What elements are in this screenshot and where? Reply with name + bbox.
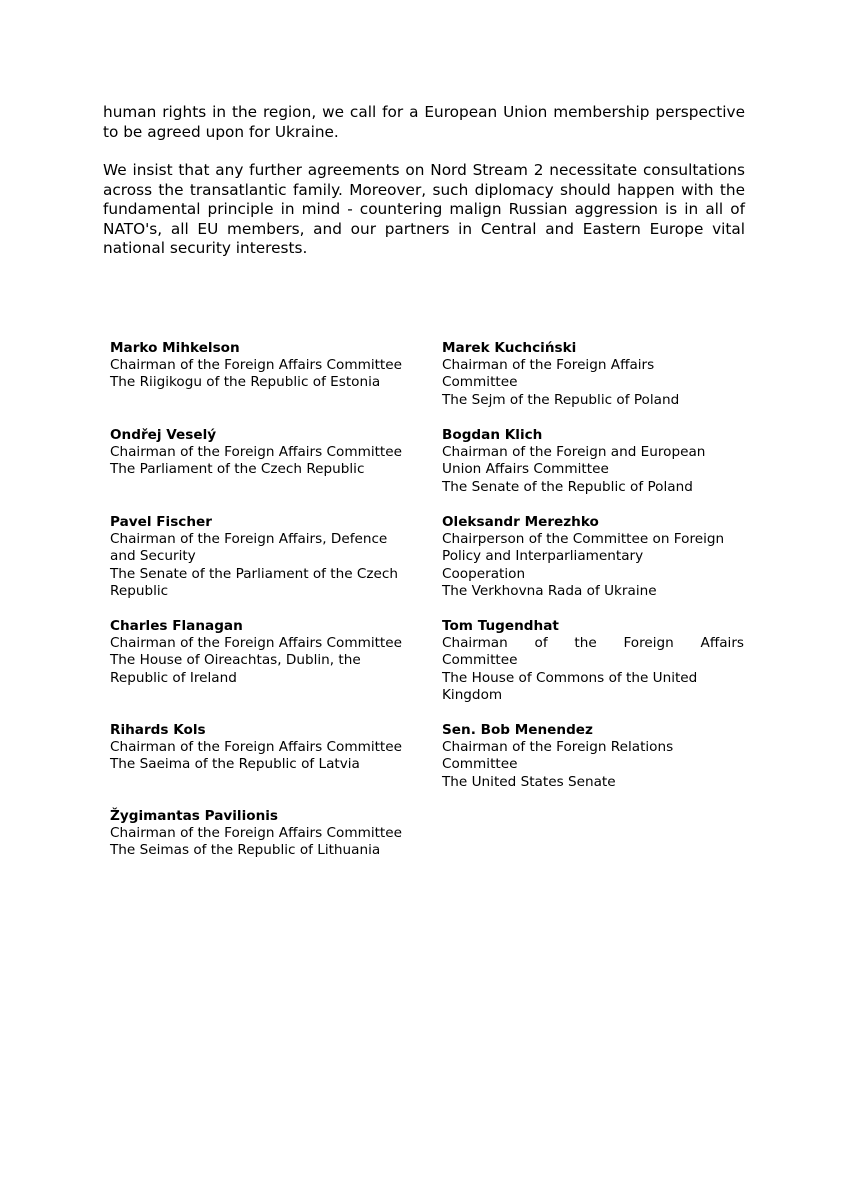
signatory-title: Chairman of the Foreign Affairs Committee xyxy=(110,635,402,652)
signatory-title: and Security xyxy=(110,548,196,565)
signatory-name: Pavel Fischer xyxy=(110,514,212,530)
signatory-title: Chairman of the Foreign Affairs Committee xyxy=(110,739,402,756)
signatory-institution: The Sejm of the Republic of Poland xyxy=(442,391,680,408)
signature-block xyxy=(442,427,744,496)
signature-block xyxy=(110,514,420,600)
signatory-title: Chairman of the Foreign Affairs Committee xyxy=(110,825,402,842)
signatory-name: Rihards Kols xyxy=(110,722,206,738)
signatory-institution: The Senate of the Republic of Poland xyxy=(442,478,693,495)
signature-block xyxy=(442,722,744,791)
signature-block xyxy=(110,427,420,479)
signature-block xyxy=(442,340,744,409)
signature-block xyxy=(110,618,420,687)
signatory-name: Bogdan Klich xyxy=(442,427,543,443)
signatory-institution: The Seimas of the Republic of Lithuania xyxy=(110,842,381,859)
signature-block xyxy=(110,340,420,392)
signatory-title: Chairman of the Foreign Affairs Committee xyxy=(110,444,402,461)
signature-block xyxy=(442,618,744,704)
signatory-institution: The Parliament of the Czech Republic xyxy=(110,461,365,478)
signatory-name: Sen. Bob Menendez xyxy=(442,722,593,738)
signatory-title: Union Affairs Committee xyxy=(442,461,609,478)
signatory-name: Marko Mihkelson xyxy=(110,340,240,356)
signatory-institution: Republic of Ireland xyxy=(110,669,237,686)
signatory-institution: The Verkhovna Rada of Ukraine xyxy=(442,582,657,599)
signatory-name: Marek Kuchciński xyxy=(442,340,577,356)
signatory-title: Cooperation xyxy=(442,565,526,582)
signatory-title: Chairperson of the Committee on Foreign xyxy=(442,531,725,548)
signatory-title: Chairman of the Foreign Affairs, Defence xyxy=(110,531,388,548)
signature-block xyxy=(110,808,420,860)
body-paragraph: human rights in the region, we call for a European Union membership perspective to be agreed upon for Ukraine. xyxy=(103,103,745,141)
signatory-institution: The House of Commons of the United xyxy=(442,669,698,686)
signatory-name: Ondřej Veselý xyxy=(110,427,217,443)
signatory-name: Tom Tugendhat xyxy=(442,618,559,634)
signatory-title: Chairman of the Foreign Affairs Committee xyxy=(110,357,402,374)
signatory-institution: The Senate of the Parliament of the Czech xyxy=(110,565,399,582)
signatory-name: Oleksandr Merezhko xyxy=(442,514,599,530)
signatory-title: Committee xyxy=(442,374,518,391)
signatory-institution: Republic xyxy=(110,582,169,599)
signatory-title: Chairman of the Foreign Affairs xyxy=(442,635,744,652)
signatory-name: Žygimantas Pavilionis xyxy=(110,808,278,824)
signature-block xyxy=(110,722,420,774)
signatory-name: Charles Flanagan xyxy=(110,618,243,634)
signatory-institution: The Riigikogu of the Republic of Estonia xyxy=(110,374,381,391)
signatory-institution: The United States Senate xyxy=(442,773,616,790)
signatory-title: Committee xyxy=(442,652,518,669)
signatory-title: Chairman of the Foreign and European xyxy=(442,444,706,461)
signatory-title: Policy and Interparliamentary xyxy=(442,548,644,565)
signatory-title: Committee xyxy=(442,756,518,773)
signatory-title: Chairman of the Foreign Relations xyxy=(442,739,674,756)
signature-block xyxy=(442,514,744,600)
signatory-institution: The Saeima of the Republic of Latvia xyxy=(110,756,360,773)
signatory-institution: The House of Oireachtas, Dublin, the xyxy=(110,652,361,669)
signatory-title: Chairman of the Foreign Affairs xyxy=(442,357,655,374)
body-paragraph: We insist that any further agreements on Nord Stream 2 necessitate consultations across the transatlantic family. Moreover, such diplomacy should happen with the fundamental principle in mind - countering malign Russian aggression is in all of NATO's, all EU members, and our partners in Central and Eastern Europe vital national security interests. xyxy=(103,161,745,258)
signatory-institution: Kingdom xyxy=(442,686,503,703)
